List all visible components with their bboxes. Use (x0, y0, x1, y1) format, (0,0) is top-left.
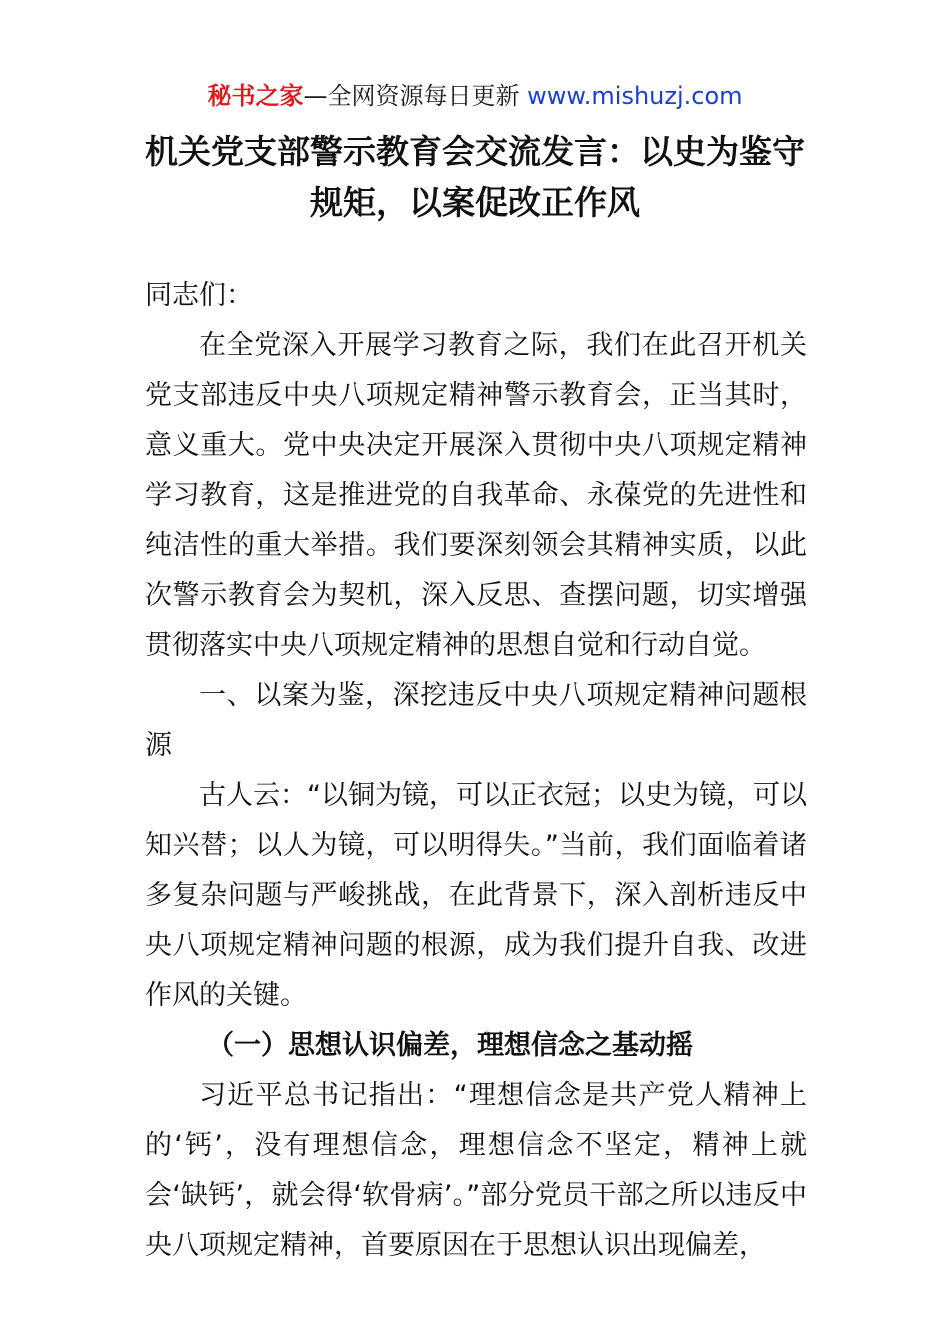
document-body (145, 271, 807, 1271)
site-brand: 秘书之家 (207, 82, 304, 110)
salutation: 同志们： (145, 280, 253, 311)
site-tagline: —全网资源每日更新 (303, 82, 520, 110)
subheading-1: （一）思想认识偏差，理想信念之基动摇 (207, 1030, 693, 1061)
site-header (0, 80, 950, 112)
document-title: 机关党支部警示教育会交流发言：以史为鉴守规矩，以案促改正作风 (145, 132, 805, 222)
paragraph-intro: 在全党深入开展学习教育之际，我们在此召开机关党支部违反中央八项规定精神警示教育会，正当其时，意义重大。党中央决定开展深入贯彻中央八项规定精神学习教育，这是推进党的自我革命、永葆党的先进性和纯洁性的重大举措。我们要深刻领会其精神实质，以此次警示教育会为契机，深入反思、查摆问题，切实增强贯彻落实中央八项规定精神的思想自觉和行动自觉。 (145, 330, 807, 661)
paragraph-quote: 古人云：“以铜为镜，可以正衣冠；以史为镜，可以知兴替；以人为镜，可以明得失。”当前，我们面临着诸多复杂问题与严峻挑战，在此背景下，深入剖析违反中央八项规定精神问题的根源，成为我们提升自我、改进作风的关键。 (145, 780, 807, 1011)
section-heading-1: 一、以案为鉴，深挖违反中央八项规定精神问题根源 (145, 680, 807, 761)
paragraph-after-subheading: 习近平总书记指出：“理想信念是共产党人精神上的‘钙’，没有理想信念，理想信念不坚定，精神上就会‘缺钙’，就会得‘软骨病’。”部分党员干部之所以违反中央八项规定精神，首要原因在于思想认识出现偏差， (145, 1080, 807, 1261)
site-url-link[interactable]: www.mishuzj.com (527, 82, 743, 110)
